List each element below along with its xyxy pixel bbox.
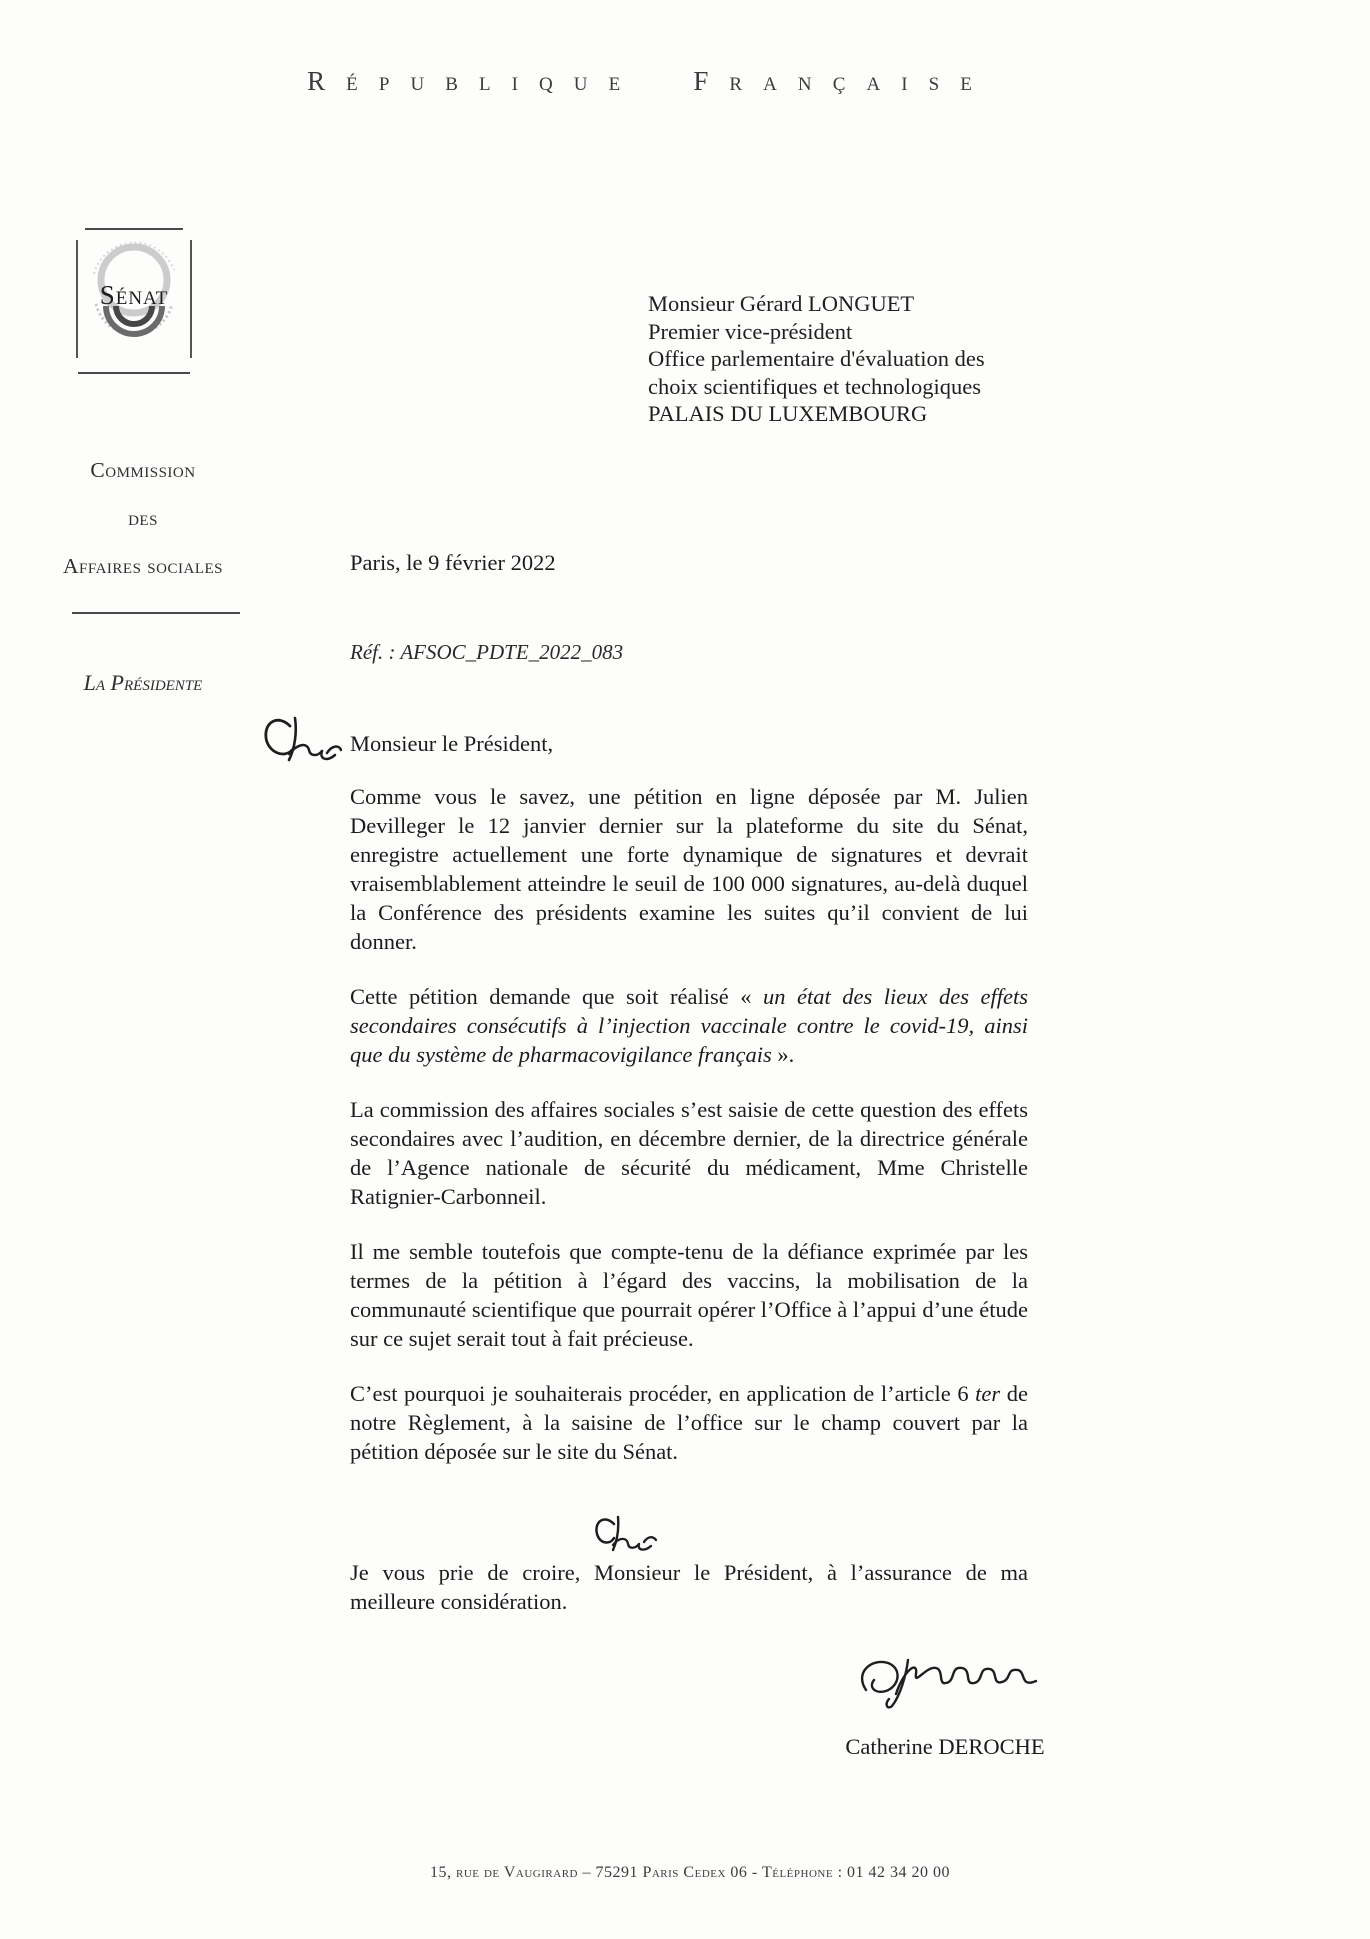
footer-address: 15, rue de Vaugirard – 75291 Paris Cedex 06 - Téléphone : 01 42 34 20 00 xyxy=(429,1864,951,1881)
commission-line: Affaires sociales xyxy=(63,554,223,578)
logo-top-rule xyxy=(85,228,183,230)
date-line: Paris, le 9 février 2022 xyxy=(350,550,556,575)
commission-letterhead xyxy=(28,458,258,602)
republique-francaise-header: République Française xyxy=(307,66,993,96)
logo-wordmark: Sénat xyxy=(99,280,169,310)
quoted-petition-text: un état des lieux des effets secondaires consécutifs à l’injection vaccinale contre le covid-19, ainsi que du système de pharmacovigilance français xyxy=(350,984,1028,1067)
commission-line: Commission xyxy=(90,458,196,482)
paragraph-text: Comme vous le savez, une pétition en ligne déposée par M. Julien Devilleger le 12 janvier dernier sur la plateforme du site du Sénat, enregistre actuellement une forte dynamique de signatures et devrait vraisemblablement atteindre le seuil de 100 000 signatures, au-delà duquel la Conférence des présidents examine les suites qu’il convient de lui donner. xyxy=(350,784,1028,954)
commission-line: des xyxy=(128,506,158,530)
handwritten-cher-mark xyxy=(592,1512,658,1558)
sender-role: La Présidente xyxy=(83,670,203,695)
salutation: Monsieur le Président, xyxy=(350,731,554,756)
logo-bottom-rule xyxy=(78,372,190,374)
paragraph-text: Il me semble toutefois que compte-tenu de la défiance exprimée par les termes de la pétition à l’égard des vaccins, la mobilisation de la communauté scientifique que pourrait opérer l’Office à l’appui d’une étude sur ce sujet serait tout à fait précieuse. xyxy=(350,1239,1028,1351)
letter-body xyxy=(350,782,1028,1492)
paragraph-text: C’est pourquoi je souhaiterais procéder, en application de l’article 6 xyxy=(350,1381,976,1406)
recipient-line: PALAIS DU LUXEMBOURG xyxy=(648,401,928,426)
body-paragraph xyxy=(350,782,1028,956)
body-paragraph xyxy=(350,1095,1028,1211)
closing-formula: Je vous prie de croire, Monsieur le Président, à l’assurance de ma meilleure considération. xyxy=(350,1560,1028,1614)
recipient-line: Premier vice-président xyxy=(648,318,853,344)
recipient-line: Monsieur Gérard LONGUET xyxy=(648,291,915,316)
body-paragraph xyxy=(350,1379,1028,1466)
paragraph-text: ». xyxy=(771,1042,795,1067)
recipient-address-block xyxy=(648,290,985,428)
signature-scribble xyxy=(850,1652,1040,1714)
body-paragraph xyxy=(350,982,1028,1069)
article-ter-text: ter xyxy=(975,1381,1001,1406)
logo-frame xyxy=(76,240,192,358)
signer-name: Catherine DEROCHE xyxy=(845,1734,1045,1759)
reference-line: Réf. : AFSOC_PDTE_2022_083 xyxy=(350,640,624,664)
recipient-line: choix scientifiques et technologiques xyxy=(648,373,982,399)
paragraph-text: Cette pétition demande que soit réalisé « xyxy=(350,984,763,1009)
paragraph-text: La commission des affaires sociales s’est saisie de cette question des effets secondaires avec l’audition, en décembre dernier, de la directrice générale de l’Agence nationale de sécurité du médicament, Mme Christelle Ratignier-Carbonneil. xyxy=(350,1097,1028,1209)
recipient-line: Office parlementaire d'évaluation des xyxy=(648,346,985,371)
handwritten-cher-mark xyxy=(258,712,342,768)
paragraph-text: de notre Règlement, à la saisine de l’office sur le champ couvert par la pétition déposée sur le site du Sénat. xyxy=(350,1381,1028,1464)
senat-logo xyxy=(76,228,192,374)
body-paragraph xyxy=(350,1237,1028,1353)
letterhead-divider xyxy=(72,612,240,614)
